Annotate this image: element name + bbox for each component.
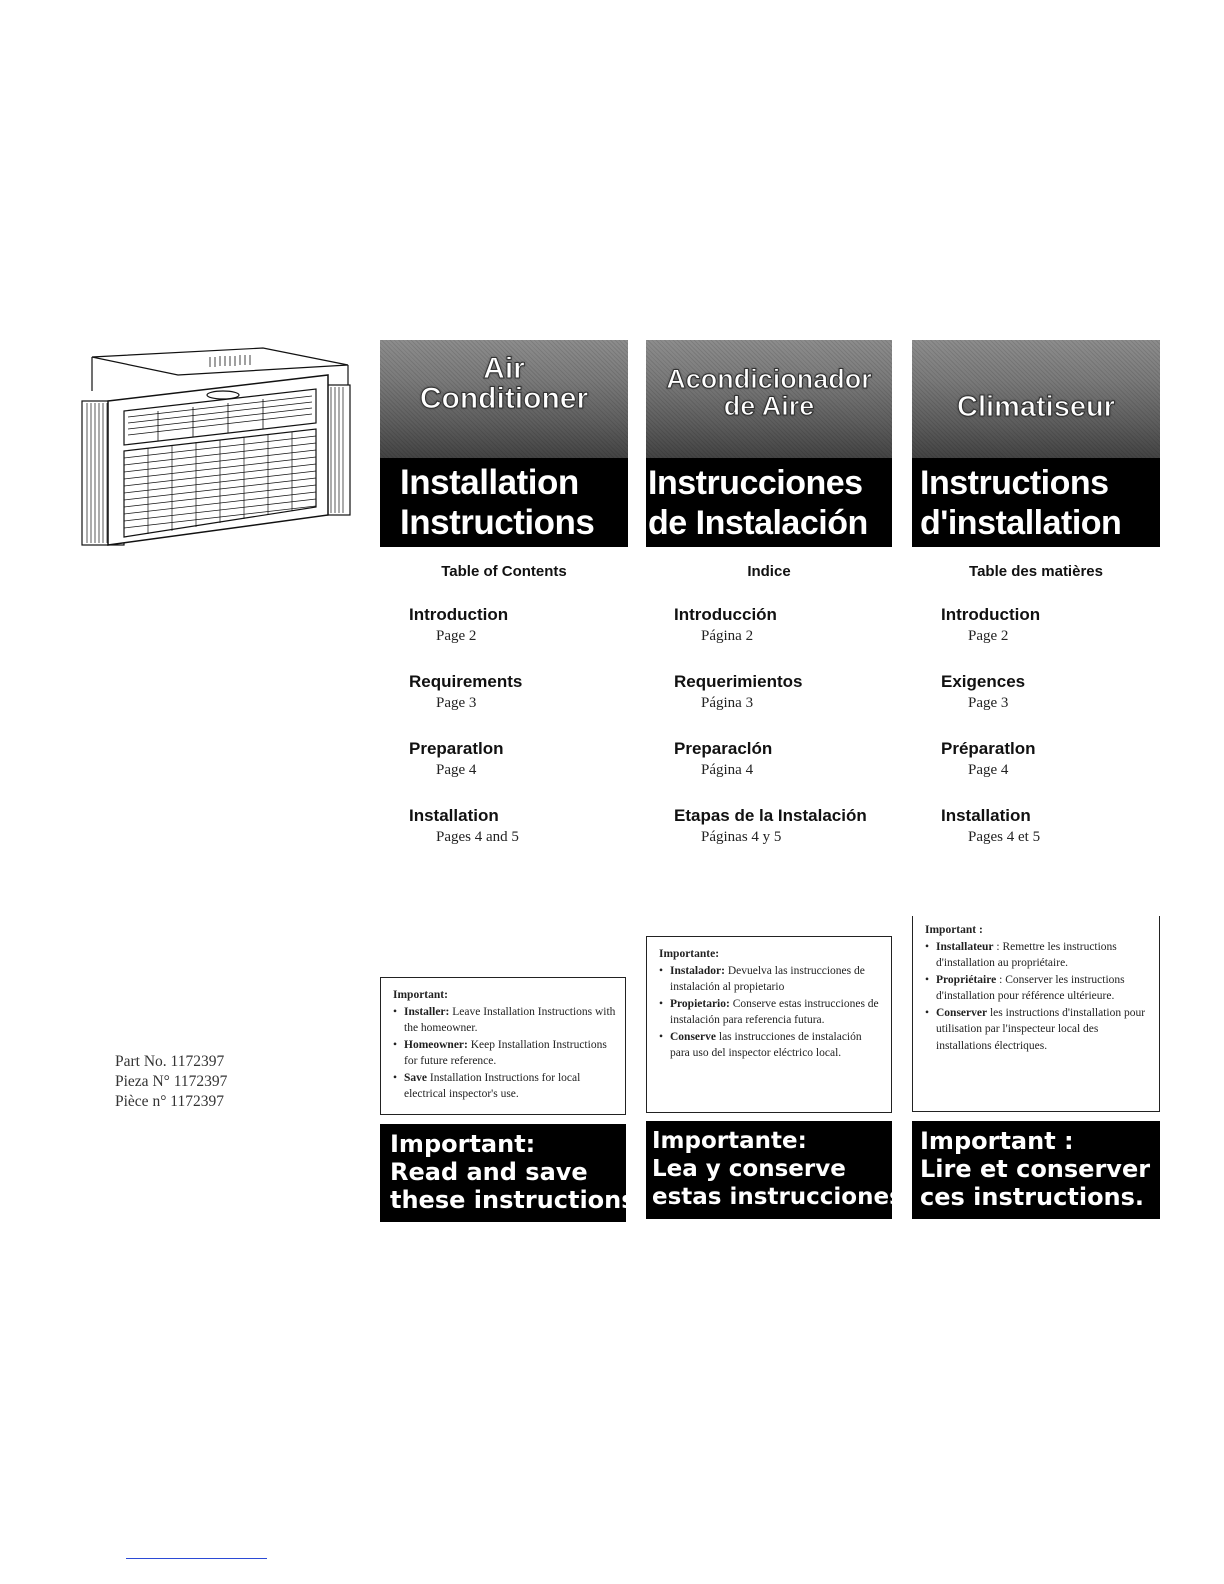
toc-page: Pages 4 and 5 bbox=[436, 829, 519, 845]
notice-item bbox=[659, 1029, 883, 1062]
toc-entry bbox=[409, 672, 628, 739]
product-name bbox=[380, 354, 628, 414]
toc-entry bbox=[941, 672, 1160, 739]
toc-heading: Introduction bbox=[409, 605, 509, 624]
notice-item-text: les instructions d'installation pour utilisation par l'inspecteur local des installations électriques. bbox=[936, 1006, 1146, 1052]
toc-page: Page 3 bbox=[968, 695, 1009, 711]
notice-item-label: Save bbox=[404, 1071, 427, 1084]
read-and-save-banner-french bbox=[912, 1121, 1160, 1219]
toc-page: Page 4 bbox=[968, 762, 1009, 778]
toc-entry bbox=[674, 739, 892, 806]
important-notice-spanish bbox=[646, 936, 892, 1113]
banner-line: Important: bbox=[390, 1130, 536, 1158]
toc-heading: Préparatlon bbox=[941, 739, 1036, 758]
toc-page: Page 2 bbox=[436, 628, 477, 644]
notice-item-text: Conserve estas instrucciones de instalación para referencia futura. bbox=[670, 997, 879, 1026]
product-name-line: Climatiseur bbox=[957, 391, 1115, 423]
toc-entry bbox=[674, 605, 892, 672]
table-of-contents bbox=[646, 605, 892, 873]
notice-title: Important: bbox=[393, 989, 448, 1001]
notice-item-label: Propriétaire bbox=[936, 973, 997, 986]
notice-item-label: Installer: bbox=[404, 1005, 450, 1018]
subtitle-line: Instructions bbox=[400, 503, 595, 542]
subtitle-line: de Instalación bbox=[648, 504, 868, 542]
toc-entry bbox=[941, 605, 1160, 672]
notice-item-label: Conserve bbox=[670, 1030, 716, 1043]
banner-line: Importante: bbox=[652, 1128, 807, 1154]
notice-item-text: Installation Instructions for local electrical inspector's use. bbox=[404, 1071, 581, 1100]
read-and-save-banner-spanish bbox=[646, 1121, 912, 1219]
notice-item-text: Keep Installation Instructions for future reference. bbox=[404, 1038, 607, 1067]
title-block bbox=[912, 340, 1160, 547]
product-name bbox=[646, 366, 892, 420]
product-name-line: de Aire bbox=[723, 391, 815, 421]
read-and-save-banner-english bbox=[380, 1124, 645, 1222]
title-block bbox=[646, 340, 892, 547]
toc-page: Páginas 4 y 5 bbox=[701, 829, 782, 845]
subtitle-line: Installation bbox=[400, 463, 579, 502]
notice-item-label: Installateur bbox=[936, 940, 994, 953]
toc-page: Page 4 bbox=[436, 762, 477, 778]
table-of-contents bbox=[912, 605, 1160, 873]
notice-item bbox=[393, 1070, 617, 1103]
product-name-line: Air bbox=[483, 352, 525, 385]
banner-line: these instructions. bbox=[390, 1186, 645, 1214]
toc-heading: Requerimientos bbox=[674, 672, 803, 691]
toc-title: Table des matières bbox=[969, 563, 1103, 580]
column-french bbox=[912, 340, 1160, 873]
notice-list bbox=[393, 1004, 617, 1103]
banner-line: Lea y conserve bbox=[652, 1156, 846, 1182]
part-number-line: Part No. 1172397 bbox=[115, 1053, 225, 1070]
banner-line: Important : bbox=[920, 1127, 1074, 1155]
notice-item-label: Homeowner: bbox=[404, 1038, 468, 1051]
toc-page: Página 2 bbox=[701, 628, 754, 644]
toc-heading: Introduction bbox=[941, 605, 1041, 624]
notice-item-text: Devuelva las instrucciones de instalación al propietario bbox=[670, 964, 865, 993]
toc-heading: Preparaclón bbox=[674, 739, 773, 758]
notice-item-text: las instrucciones de instalación para uso del inspector eléctrico local. bbox=[670, 1030, 862, 1059]
notice-item bbox=[393, 1037, 617, 1070]
toc-page: Página 3 bbox=[701, 695, 754, 711]
toc-title: Indice bbox=[747, 563, 791, 580]
product-name-line: Acondicionador bbox=[666, 364, 872, 394]
toc-heading: Requirements bbox=[409, 672, 523, 691]
toc-page: Página 4 bbox=[701, 762, 754, 778]
toc-entry bbox=[409, 605, 628, 672]
banner-line: ces instructions. bbox=[920, 1183, 1145, 1211]
toc-entry bbox=[409, 739, 628, 806]
subtitle-line: d'installation bbox=[920, 504, 1122, 542]
toc-heading: Etapas de la Instalación bbox=[674, 806, 867, 825]
toc-page: Pages 4 et 5 bbox=[968, 829, 1041, 845]
notice-list bbox=[925, 939, 1151, 1055]
document-subtitle bbox=[380, 463, 628, 543]
subtitle-line: Instructions bbox=[920, 464, 1109, 502]
table-of-contents bbox=[380, 605, 628, 873]
notice-item bbox=[925, 972, 1151, 1005]
notice-item bbox=[659, 963, 883, 996]
part-number-line: Pieza N° 1172397 bbox=[115, 1073, 228, 1090]
toc-heading: Introducción bbox=[674, 605, 777, 624]
toc-heading: Installation bbox=[941, 806, 1031, 825]
document-subtitle bbox=[646, 463, 892, 543]
subtitle-line: Instrucciones bbox=[648, 464, 863, 502]
notice-item-text: : Remettre les instructions d'installation au propriétaire. bbox=[936, 940, 1117, 969]
document-subtitle bbox=[912, 463, 1160, 543]
product-name bbox=[912, 392, 1160, 422]
notice-item bbox=[659, 996, 883, 1029]
toc-entry bbox=[674, 672, 892, 739]
important-notice-french bbox=[912, 916, 1160, 1112]
air-conditioner-icon bbox=[78, 345, 358, 550]
notice-item-label: Instalador: bbox=[670, 964, 725, 977]
part-numbers bbox=[115, 1052, 227, 1112]
banner-line: estas instrucciones. bbox=[652, 1184, 912, 1210]
notice-item bbox=[925, 1005, 1151, 1055]
notice-item-text: : Conserver les instructions d'installation pour référence ultérieure. bbox=[936, 973, 1125, 1002]
toc-entry bbox=[674, 806, 892, 873]
notice-item-text: Leave Installation Instructions with the homeowner. bbox=[404, 1005, 616, 1034]
toc-heading: Preparatlon bbox=[409, 739, 504, 758]
product-name-line: Conditioner bbox=[419, 382, 589, 415]
notice-title: Importante: bbox=[659, 948, 720, 960]
notice-item bbox=[393, 1004, 617, 1037]
footer-rule bbox=[126, 1558, 267, 1559]
notice-item bbox=[925, 939, 1151, 972]
toc-title: Table of Contents bbox=[441, 563, 567, 580]
title-block bbox=[380, 340, 628, 547]
toc-page: Page 2 bbox=[968, 628, 1009, 644]
column-spanish bbox=[646, 340, 892, 873]
important-notice-english bbox=[380, 977, 626, 1115]
column-english bbox=[380, 340, 628, 873]
toc-entry bbox=[941, 806, 1160, 873]
banner-line: Lire et conserver bbox=[920, 1155, 1151, 1183]
toc-heading: Exigences bbox=[941, 672, 1026, 691]
toc-heading: Installation bbox=[409, 806, 499, 825]
banner-line: Read and save bbox=[390, 1158, 588, 1186]
notice-title: Important : bbox=[925, 924, 983, 936]
notice-item-label: Propietario: bbox=[670, 997, 730, 1010]
toc-page: Page 3 bbox=[436, 695, 477, 711]
notice-item-label: Conserver bbox=[936, 1006, 988, 1019]
part-number-line: Pièce n° 1172397 bbox=[115, 1093, 224, 1110]
toc-entry bbox=[941, 739, 1160, 806]
toc-entry bbox=[409, 806, 628, 873]
notice-list bbox=[659, 963, 883, 1062]
